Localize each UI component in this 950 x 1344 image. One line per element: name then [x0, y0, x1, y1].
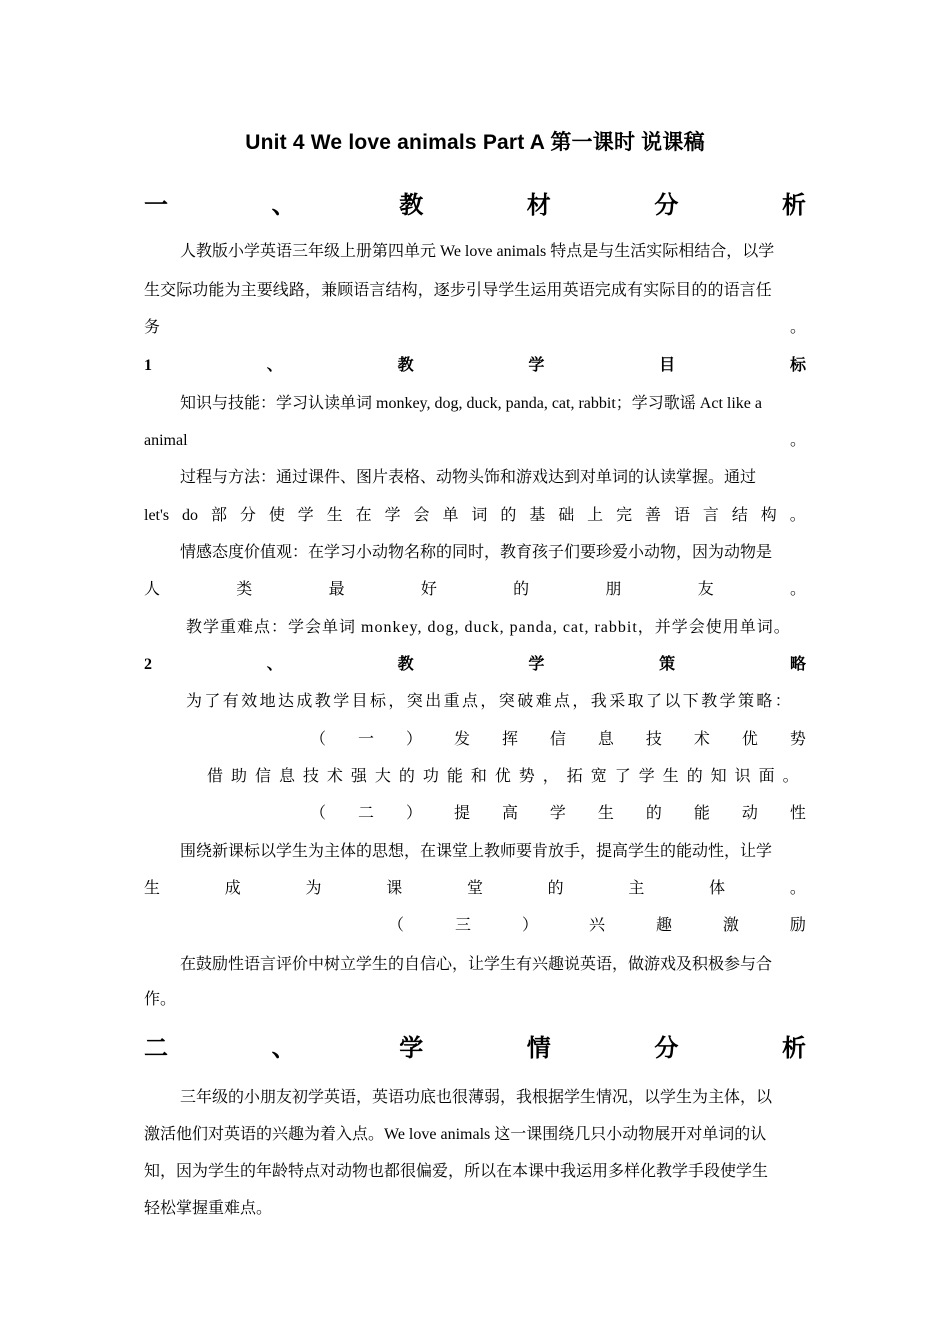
text-token: 。 — [782, 768, 799, 785]
strategy-title — [310, 804, 806, 824]
text-token: 课 — [386, 880, 403, 897]
text-token: 大 — [374, 768, 391, 785]
text-token: 生 — [662, 768, 679, 785]
text-token: 提 — [453, 805, 470, 822]
text-token: 词 — [471, 507, 488, 524]
text-token: 信 — [549, 731, 566, 748]
text-token: 学 — [528, 656, 545, 673]
text-token: 信 — [254, 768, 271, 785]
text-token: 生 — [144, 880, 161, 897]
text-token: ） — [405, 805, 422, 822]
paragraph-line — [144, 318, 806, 338]
paragraph-line: 知，因为学生的年龄特点对动物也都很偏爱，所以在本课中我运用多样化教学手段使学生 — [144, 1163, 769, 1180]
text-token: 的 — [686, 768, 703, 785]
text-token: 能 — [693, 805, 710, 822]
text-token: 教 — [397, 357, 414, 374]
text-token: 朋 — [605, 581, 622, 598]
text-token: 学 — [638, 768, 655, 785]
text-token: 学 — [384, 507, 401, 524]
text-token: 一 — [357, 731, 374, 748]
text-token: 优 — [494, 768, 511, 785]
text-token: 学 — [399, 1036, 424, 1062]
subsection-heading — [144, 655, 806, 675]
text-token: 兴 — [588, 917, 605, 934]
text-token: 略 — [789, 656, 806, 673]
text-token: 识 — [734, 768, 751, 785]
text-token: 上 — [587, 507, 604, 524]
text-token: 教 — [397, 656, 414, 673]
text-token: 目 — [659, 357, 676, 374]
paragraph-line: 围绕新课标以学生为主体的思想，在课堂上教师要肯放手，提高学生的能动性，让学 — [180, 843, 773, 860]
text-token: 优 — [741, 731, 758, 748]
text-token: 生 — [326, 507, 343, 524]
text-token: ） — [521, 917, 538, 934]
text-token: 功 — [422, 768, 439, 785]
text-token: 类 — [236, 581, 253, 598]
text-token: 析 — [781, 193, 806, 219]
paragraph-line — [207, 767, 799, 787]
text-token: 挥 — [501, 731, 518, 748]
text-token: 使 — [268, 507, 285, 524]
text-token: 息 — [278, 768, 295, 785]
text-token: 术 — [326, 768, 343, 785]
text-token: 、 — [266, 656, 283, 673]
paragraph-line: 教学重难点：学会单词 monkey, dog, duck, panda, cat, rabbit，并学会使用单词。 — [186, 619, 791, 636]
paragraph-line: 激活他们对英语的兴趣为着入点。We love animals 这一课围绕几只小动物展开对单词的认 — [144, 1126, 767, 1143]
text-token: 技 — [302, 768, 319, 785]
text-token: 发 — [453, 731, 470, 748]
text-token: 人 — [144, 581, 161, 598]
text-token: 的 — [513, 581, 530, 598]
paragraph-line: 过程与方法：通过课件、图片表格、动物头饰和游戏达到对单词的认读掌握。通过 — [180, 469, 757, 486]
text-token: 基 — [529, 507, 546, 524]
text-token: 励 — [789, 917, 806, 934]
text-token: 在 — [355, 507, 372, 524]
text-token: 息 — [597, 731, 614, 748]
text-token: 知 — [710, 768, 727, 785]
paragraph-line — [144, 580, 806, 600]
text-token: 。 — [789, 507, 806, 524]
paragraph-line: 为了有效地达成教学目标，突出重点，突破难点，我采取了以下教学策略： — [186, 693, 794, 710]
text-token: 的 — [500, 507, 517, 524]
strategy-title — [388, 916, 806, 936]
text-token: 好 — [420, 581, 437, 598]
paragraph-line: 三年级的小朋友初学英语，英语功底也很薄弱，我根据学生情况，以学生为主体，以 — [180, 1089, 773, 1106]
text-token: ） — [405, 731, 422, 748]
text-token: 、 — [271, 1036, 296, 1062]
text-token: 善 — [645, 507, 662, 524]
paragraph-line: 在鼓励性语言评价中树立学生的自信心，让学生有兴趣说英语，做游戏及积极参与合 — [180, 956, 773, 973]
text-token: 一 — [144, 193, 168, 219]
text-token: 主 — [628, 880, 645, 897]
text-token: 性 — [789, 805, 806, 822]
text-token: 情 — [526, 1036, 551, 1062]
text-token: 2 — [144, 656, 152, 673]
text-token: 技 — [645, 731, 662, 748]
text-token: 结 — [731, 507, 748, 524]
text-token: 策 — [659, 656, 676, 673]
text-token: 材 — [526, 193, 551, 219]
text-token: 友 — [697, 581, 714, 598]
page-title: Unit 4 We love animals Part A 第一课时 说课稿 — [245, 131, 705, 154]
paragraph-line — [144, 431, 806, 451]
text-token: 助 — [230, 768, 247, 785]
text-token: 标 — [789, 357, 806, 374]
paragraph-line: 知识与技能：学习认读单词 monkey, dog, duck, panda, cat, rabbit；学习歌谣 Act like a — [180, 395, 762, 412]
section-heading — [144, 191, 806, 221]
text-token: 分 — [654, 193, 679, 219]
text-token: 高 — [501, 805, 518, 822]
text-token: 堂 — [466, 880, 483, 897]
text-token: 面 — [758, 768, 775, 785]
text-token: 为 — [305, 880, 322, 897]
text-token: 。 — [789, 880, 806, 897]
strategy-title — [310, 730, 806, 750]
paragraph-line: 情感态度价值观：在学习小动物名称的同时，教育孩子们要珍爱小动物，因为动物是 — [180, 544, 773, 561]
text-token: 强 — [350, 768, 367, 785]
paragraph-line — [144, 506, 806, 526]
text-token: ， — [542, 768, 559, 785]
text-token: 了 — [614, 768, 631, 785]
text-token: 会 — [413, 507, 430, 524]
text-token: 、 — [271, 193, 296, 219]
text-token: 的 — [645, 805, 662, 822]
text-token: 能 — [446, 768, 463, 785]
paragraph-line: 作。 — [144, 991, 177, 1008]
text-token: （ — [310, 731, 327, 748]
section-heading — [144, 1034, 806, 1064]
text-token: 三 — [454, 917, 471, 934]
text-token: 的 — [398, 768, 415, 785]
text-token: 借 — [207, 768, 224, 785]
text-token: 宽 — [590, 768, 607, 785]
text-token: （ — [388, 917, 405, 934]
text-token: let's — [144, 507, 170, 524]
text-token: 激 — [722, 917, 739, 934]
text-token: （ — [310, 805, 327, 822]
text-token: 。 — [789, 581, 806, 598]
subsection-heading — [144, 356, 806, 376]
text-token: 最 — [328, 581, 345, 598]
text-token: 学 — [549, 805, 566, 822]
text-token: 势 — [518, 768, 535, 785]
text-token: 单 — [442, 507, 459, 524]
text-token: 二 — [357, 805, 374, 822]
text-token: 完 — [616, 507, 633, 524]
text-token: 的 — [547, 880, 564, 897]
text-token: 分 — [239, 507, 256, 524]
text-token: 趣 — [655, 917, 672, 934]
text-token: 教 — [399, 193, 424, 219]
text-token: 二 — [144, 1036, 168, 1062]
paragraph-line: 人教版小学英语三年级上册第四单元 We love animals 特点是与生活实际相结合，以学 — [180, 243, 775, 260]
text-token: 分 — [654, 1036, 679, 1062]
text-token: 。 — [789, 432, 806, 449]
text-token: 拓 — [566, 768, 583, 785]
text-token: 学 — [297, 507, 314, 524]
text-token: 析 — [781, 1036, 806, 1062]
text-token: 、 — [266, 357, 283, 374]
text-token: 构 — [760, 507, 777, 524]
text-token: 础 — [558, 507, 575, 524]
text-token: animal — [144, 432, 188, 449]
text-token: 学 — [528, 357, 545, 374]
text-token: do — [182, 507, 199, 524]
text-token: 成 — [224, 880, 241, 897]
text-token: 。 — [789, 319, 806, 336]
text-token: 言 — [702, 507, 719, 524]
text-token: 和 — [470, 768, 487, 785]
text-token: 势 — [789, 731, 806, 748]
text-token: 1 — [144, 357, 152, 374]
text-token: 务 — [144, 319, 161, 336]
text-token: 部 — [210, 507, 227, 524]
paragraph-line: 轻松掌握重难点。 — [144, 1200, 273, 1217]
text-token: 动 — [741, 805, 758, 822]
paragraph-line: 生交际功能为主要线路，兼顾语言结构，逐步引导学生运用英语完成有实际目的的语言任 — [144, 282, 772, 299]
text-token: 术 — [693, 731, 710, 748]
text-token: 生 — [597, 805, 614, 822]
text-token: 体 — [709, 880, 726, 897]
paragraph-line — [144, 879, 806, 899]
text-token: 语 — [673, 507, 690, 524]
